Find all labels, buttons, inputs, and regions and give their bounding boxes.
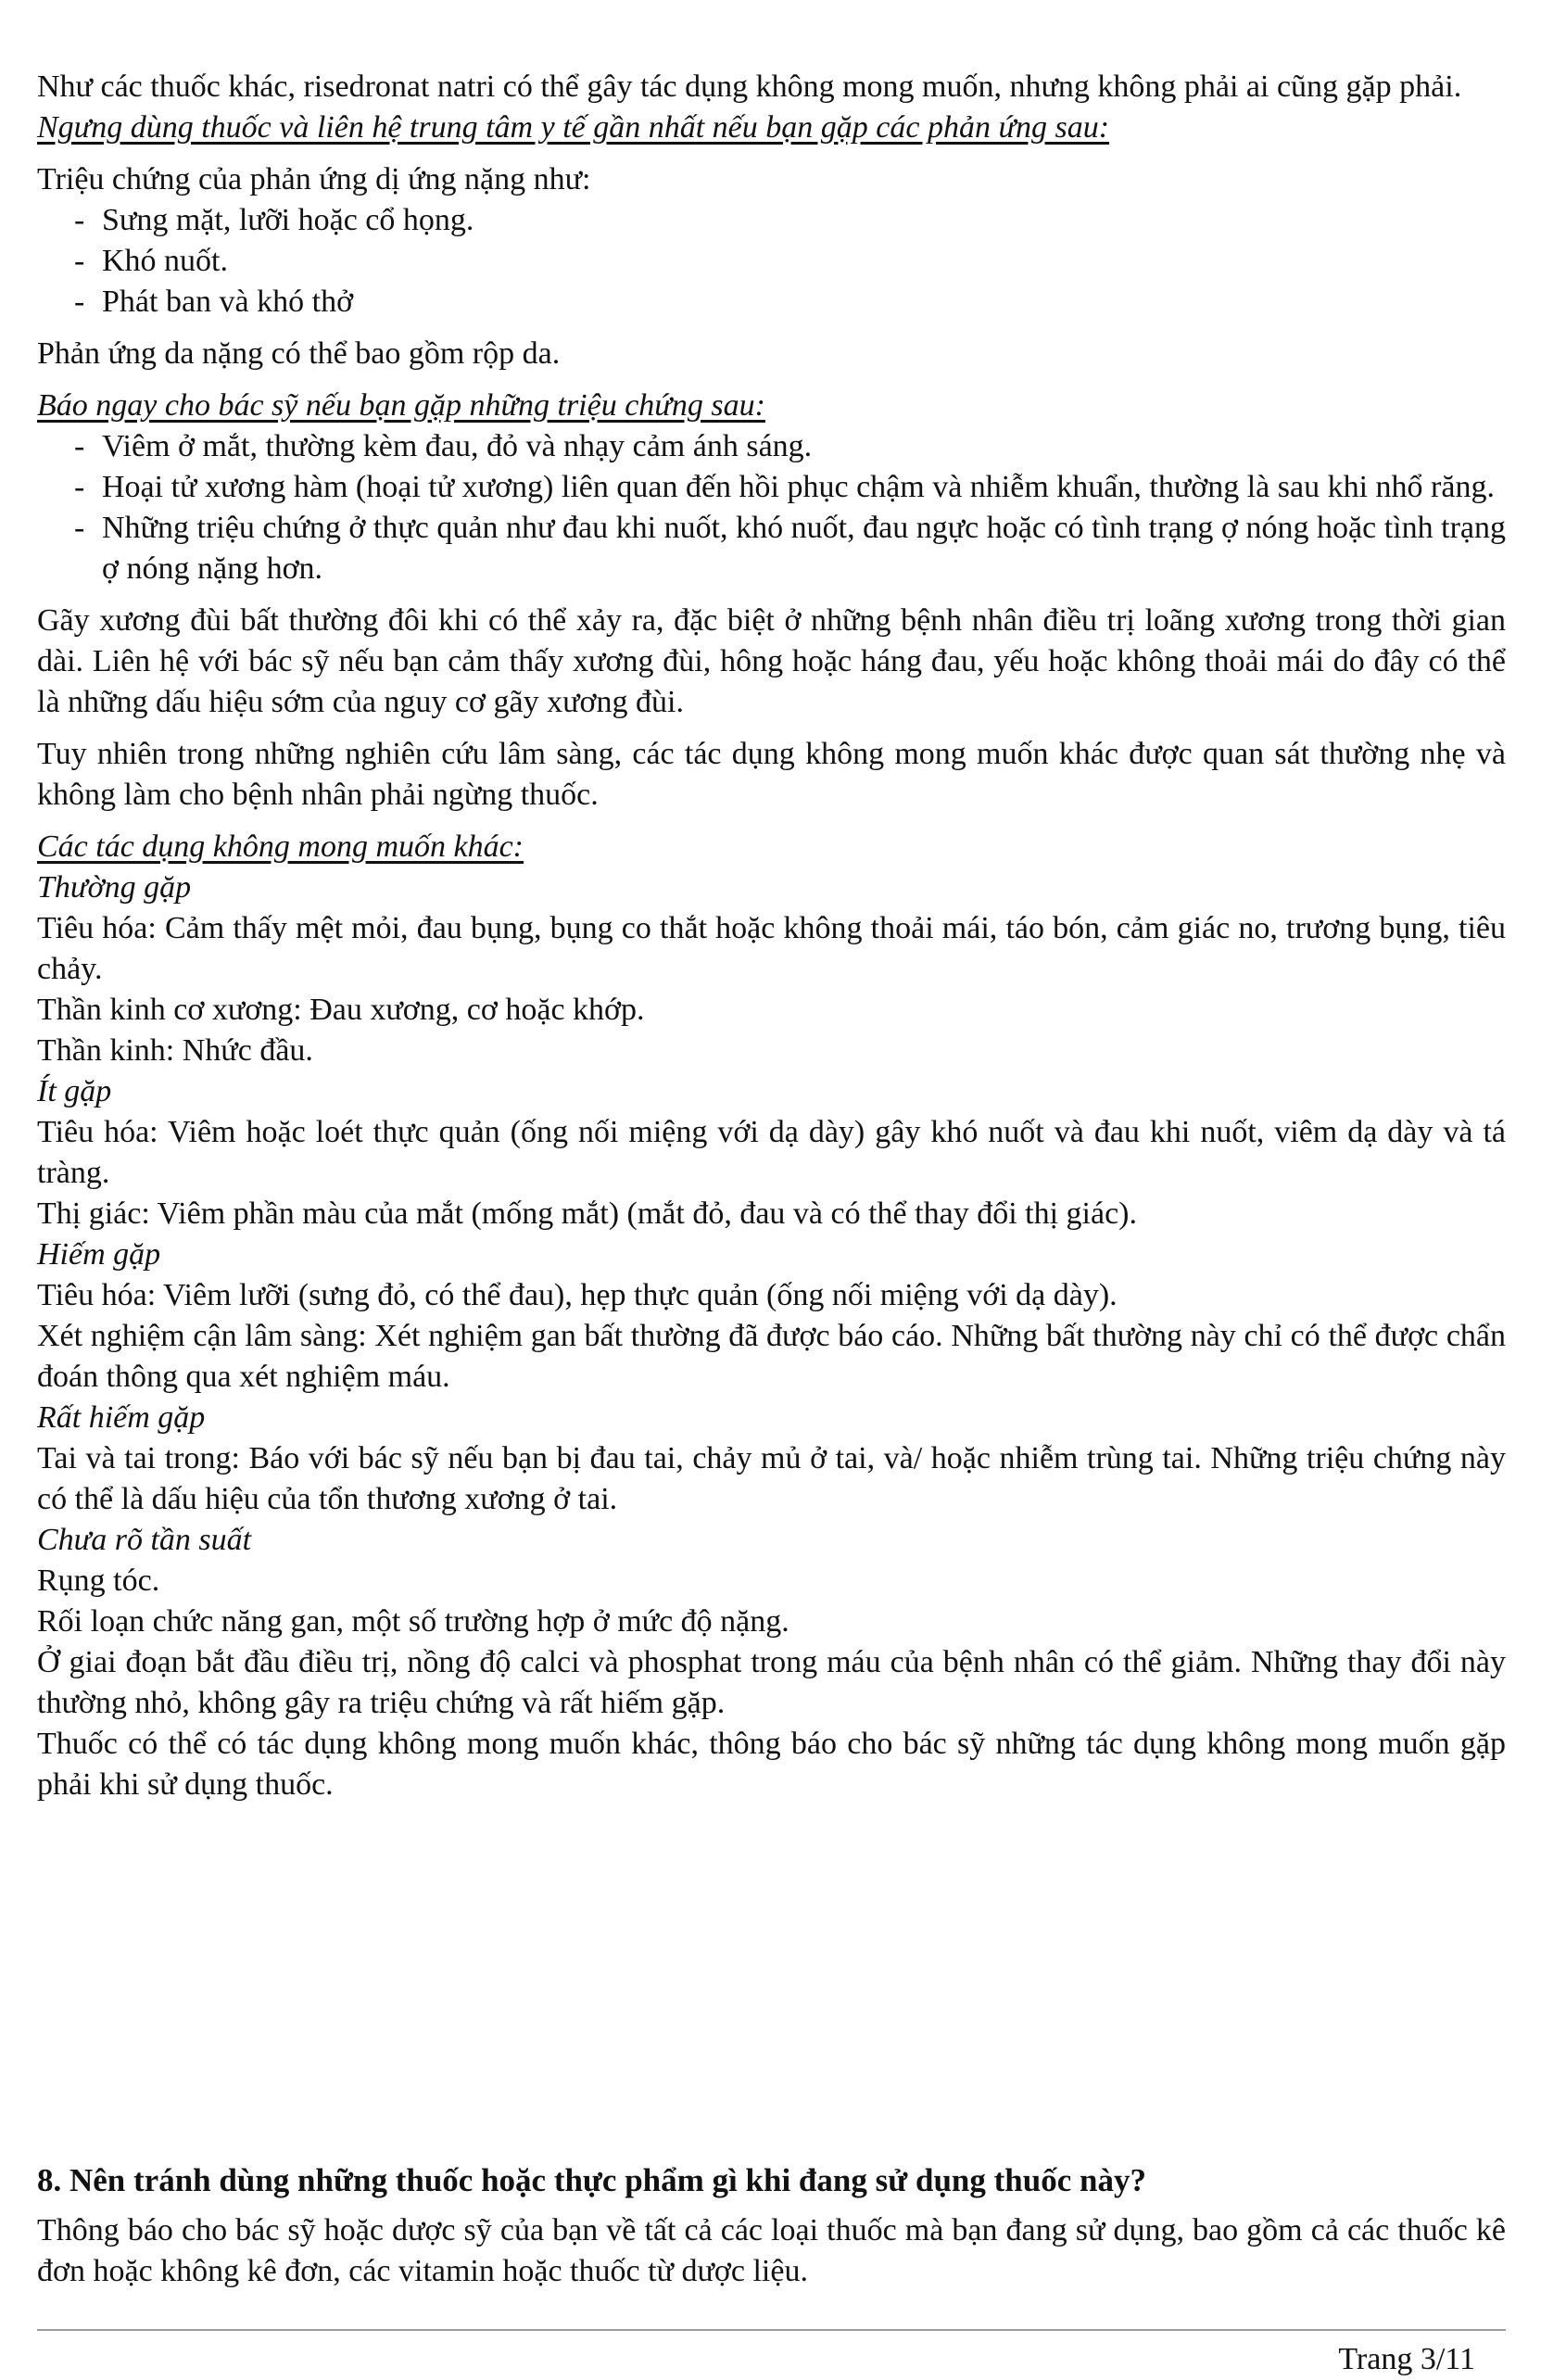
mild-paragraph: Tuy nhiên trong những nghiên cứu lâm sàng, các tác dụng không mong muốn khác được quan sát thường nhẹ và không làm cho bệnh nhân phải ngừng thuốc.	[37, 737, 1506, 812]
doctor-heading: Báo ngay cho bác sỹ nếu bạn gặp những triệu chứng sau:	[37, 388, 765, 423]
very-rare-label: Rất hiếm gặp	[37, 1400, 206, 1435]
uncommon-item: Thị giác: Viêm phần màu của mắt (mống mắt) (mắt đỏ, đau và có thể thay đổi thị giác).	[37, 1196, 1137, 1231]
unknown-item: Rụng tóc.	[37, 1563, 160, 1598]
other-heading: Các tác dụng không mong muốn khác:	[37, 829, 524, 864]
doctor-list	[37, 426, 1506, 589]
list-item: - Sưng mặt, lưỡi hoặc cổ họng.	[37, 200, 1506, 241]
list-item: - Khó nuốt.	[37, 241, 1506, 282]
unknown-item: Ở giai đoạn bắt đầu điều trị, nồng độ calci và phosphat trong máu của bệnh nhân có thể giảm. Những thay đổi này thường nhỏ, không gây ra triệu chứng và rất hiếm gặp.	[37, 1645, 1506, 1720]
list-item: - Hoại tử xương hàm (hoại tử xương) liên quan đến hồi phục chậm và nhiễm khuẩn, thường là sau khi nhổ răng.	[37, 467, 1506, 508]
skin-reaction: Phản ứng da nặng có thể bao gồm rộp da.	[37, 336, 561, 371]
rare-item: Tiêu hóa: Viêm lưỡi (sưng đỏ, có thể đau), hẹp thực quản (ống nối miệng với dạ dày).	[37, 1278, 1118, 1312]
uncommon-label: Ít gặp	[37, 1074, 112, 1108]
common-item: Thần kinh cơ xương: Đau xương, cơ hoặc khớp.	[37, 993, 645, 1027]
page-number: Trang 3/11	[1338, 2342, 1475, 2376]
common-item: Thần kinh: Nhức đầu.	[37, 1033, 313, 1068]
uncommon-item: Tiêu hóa: Viêm hoặc loét thực quản (ống nối miệng với dạ dày) gây khó nuốt và đau khi nuốt, viêm dạ dày và tá tràng.	[37, 1115, 1506, 1190]
section-8-title: 8. Nên tránh dùng những thuốc hoặc thực phẩm gì khi đang sử dụng thuốc này?	[37, 2162, 1146, 2198]
very-rare-item: Tai và tai trong: Báo với bác sỹ nếu bạn bị đau tai, chảy mủ ở tai, và/ hoặc nhiễm trùng tai. Những triệu chứng này có thể là dấu hiệu của tổn thương xương ở tai.	[37, 1441, 1506, 1516]
list-item: - Viêm ở mắt, thường kèm đau, đỏ và nhạy cảm ánh sáng.	[37, 426, 1506, 467]
rare-item: Xét nghiệm cận lâm sàng: Xét nghiệm gan bất thường đã được báo cáo. Những bất thường này chỉ có thể được chẩn đoán thông qua xét nghiệm máu.	[37, 1319, 1506, 1394]
section-8-paragraph: Thông báo cho bác sỹ hoặc dược sỹ của bạn về tất cả các loại thuốc mà bạn đang sử dụng, bao gồm cả các thuốc kê đơn hoặc không kê đơn, các vitamin hoặc thuốc từ dược liệu.	[37, 2213, 1506, 2288]
allergy-list	[37, 200, 1506, 323]
stop-heading: Ngưng dùng thuốc và liên hệ trung tâm y tế gần nhất nếu bạn gặp các phản ứng sau:	[37, 110, 1110, 145]
unknown-item: Rối loạn chức năng gan, một số trường hợp ở mức độ nặng.	[37, 1604, 789, 1639]
common-item: Tiêu hóa: Cảm thấy mệt mỏi, đau bụng, bụng co thắt hoặc không thoải mái, táo bón, cảm giác no, trương bụng, tiêu chảy.	[37, 911, 1506, 986]
list-item: - Những triệu chứng ở thực quản như đau khi nuốt, khó nuốt, đau ngực hoặc có tình trạng ợ nóng hoặc tình trạng ợ nóng nặng hơn.	[37, 508, 1506, 589]
section-8-body	[37, 2210, 1506, 2292]
unknown-label: Chưa rõ tần suất	[37, 1523, 252, 1557]
rare-label: Hiếm gặp	[37, 1237, 161, 1272]
common-label: Thường gặp	[37, 870, 192, 905]
fracture-paragraph: Gãy xương đùi bất thường đôi khi có thể xảy ra, đặc biệt ở những bệnh nhân điều trị loãng xương trong thời gian dài. Liên hệ với bác sỹ nếu bạn cảm thấy xương đùi, hông hoặc háng đau, yếu hoặc không thoải mái do đây có thể là những dấu hiệu sớm của nguy cơ gãy xương đùi.	[37, 603, 1506, 719]
unknown-item: Thuốc có thể có tác dụng không mong muốn khác, thông báo cho bác sỹ những tác dụng không mong muốn gặp phải khi sử dụng thuốc.	[37, 1727, 1506, 1802]
intro-paragraph: Như các thuốc khác, risedronat natri có thể gây tác dụng không mong muốn, nhưng không phải ai cũng gặp phải.	[37, 70, 1462, 104]
allergy-intro: Triệu chứng của phản ứng dị ứng nặng như:	[37, 162, 591, 196]
list-item: - Phát ban và khó thở	[37, 282, 1506, 323]
side-effects-section	[37, 67, 1506, 1805]
footer-divider	[37, 2329, 1506, 2331]
